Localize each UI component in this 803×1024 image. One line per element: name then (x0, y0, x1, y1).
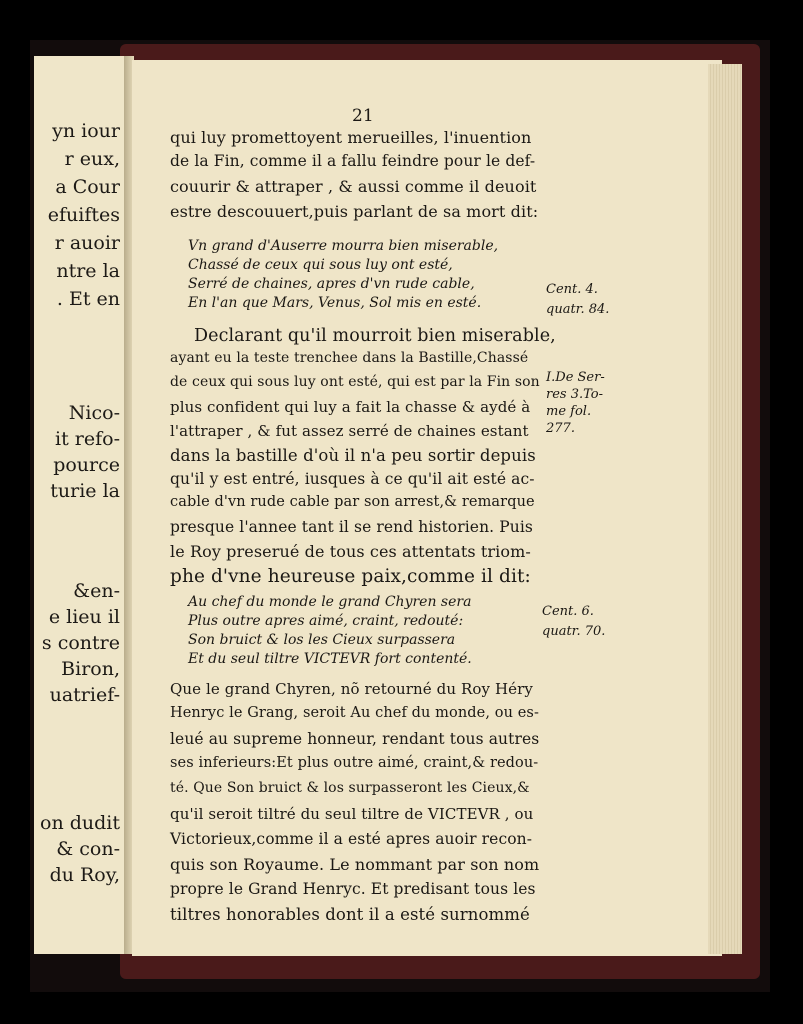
text-line: de la Fin, comme il a fallu feindre pour le def- (170, 152, 536, 170)
verse-line: Vn grand d'Auserre mourra bien miserable, (188, 238, 499, 254)
margin-note: res 3.To- (546, 387, 603, 402)
left-page-line: & con- (56, 838, 120, 860)
verse-line: Au chef du monde le grand Chyren sera (188, 594, 472, 610)
verse-line: Serré de chaines, apres d'vn rude cable, (188, 276, 475, 292)
left-page-line: a Cour (55, 176, 120, 198)
left-page-line: r auoir (54, 232, 120, 254)
left-page-line: uatrief- (49, 684, 120, 706)
margin-note: I.De Ser- (546, 370, 605, 385)
text-line: leué au supreme honneur, rendant tous autres (170, 730, 540, 748)
left-page-line: du Roy, (49, 864, 120, 886)
verse-line: Chassé de ceux qui sous luy ont esté, (188, 257, 453, 273)
margin-note: 277. (546, 421, 575, 436)
verse-line: Son bruict & los les Cieux surpassera (188, 632, 456, 648)
verse-line: Plus outre apres aimé, craint, redouté: (188, 613, 464, 629)
left-page-line: ntre la (56, 260, 120, 282)
text-line: couurir & attraper , & aussi comme il deuoit (170, 177, 537, 196)
left-page-line: Biron, (61, 658, 120, 680)
text-line: de ceux qui sous luy ont esté, qui est par la Fin son (170, 374, 540, 390)
left-page-line: on dudit (40, 812, 120, 834)
left-page-line: pource (53, 454, 120, 476)
text-line: qu'il seroit tiltré du seul tiltre de VICTEVR , ou (170, 805, 534, 823)
text-line: Que le grand Chyren, nõ retourné du Roy Héry (170, 680, 533, 698)
text-line: cable d'vn rude cable par son arrest,& remarque (170, 494, 535, 510)
margin-note: me fol. (546, 404, 592, 419)
text-line: té. Que Son bruict & los surpasseront les Cieux,& (170, 780, 530, 796)
text-line: qu'il y est entré, iusques à ce qu'il ait esté ac- (170, 470, 535, 488)
left-page-line: Nico- (68, 402, 120, 424)
text-line: dans la bastille d'où il n'a peu sortir depuis (170, 446, 536, 465)
text-line: Henryc le Grang, seroit Au chef du monde, ou es- (170, 705, 539, 721)
text-line: quis son Royaume. Le nommant par son nom (170, 855, 540, 874)
margin-note: Cent. 6. (542, 604, 594, 619)
text-line: plus confident qui luy a fait la chasse & aydé à (170, 398, 531, 416)
text-line: presque l'annee tant il se rend historien. Puis (170, 518, 533, 536)
page-edges (708, 64, 742, 954)
text-line: tiltres honorables dont il a esté surnommé (170, 905, 530, 924)
left-page-line: &en- (73, 580, 120, 602)
text-line: propre le Grand Henryc. Et predisant tous les (170, 880, 536, 898)
text-line: Victorieux,comme il a esté apres auoir recon- (170, 830, 533, 848)
text-line: Declarant qu'il mourroit bien miserable, (194, 326, 556, 346)
left-page-line: efuiftes (47, 204, 120, 226)
left-page-line: e lieu il (48, 606, 120, 628)
text-line: phe d'vne heureuse paix,comme il dit: (170, 566, 531, 587)
text-line: ses inferieurs:Et plus outre aimé, craint,& redou- (170, 755, 539, 771)
verse-line: Et du seul tiltre VICTEVR fort contenté. (188, 651, 472, 667)
left-page-line: r eux, (64, 148, 120, 170)
left-page-line: s contre (41, 632, 120, 654)
margin-note: quatr. 70. (542, 624, 606, 639)
margin-note: Cent. 4. (546, 282, 598, 297)
left-page-line: yn iour (52, 120, 120, 142)
margin-note: quatr. 84. (546, 302, 610, 317)
left-page (34, 56, 126, 954)
text-line: l'attraper , & fut assez serré de chaines estant (170, 422, 529, 440)
left-page-line: . Et en (56, 288, 120, 310)
page-number: 21 (352, 106, 374, 126)
verse-line: En l'an que Mars, Venus, Sol mis en esté. (188, 295, 482, 311)
text-line: qui luy promettoyent merueilles, l'inuention (170, 128, 532, 147)
text-line: le Roy preserué de tous ces attentats triom- (170, 542, 531, 561)
left-page-line: turie la (50, 480, 120, 502)
text-line: estre descouuert,puis parlant de sa mort dit: (170, 202, 539, 221)
left-page-line: it refo- (55, 428, 120, 450)
text-line: ayant eu la teste trenchee dans la Bastille,Chassé (170, 350, 529, 366)
